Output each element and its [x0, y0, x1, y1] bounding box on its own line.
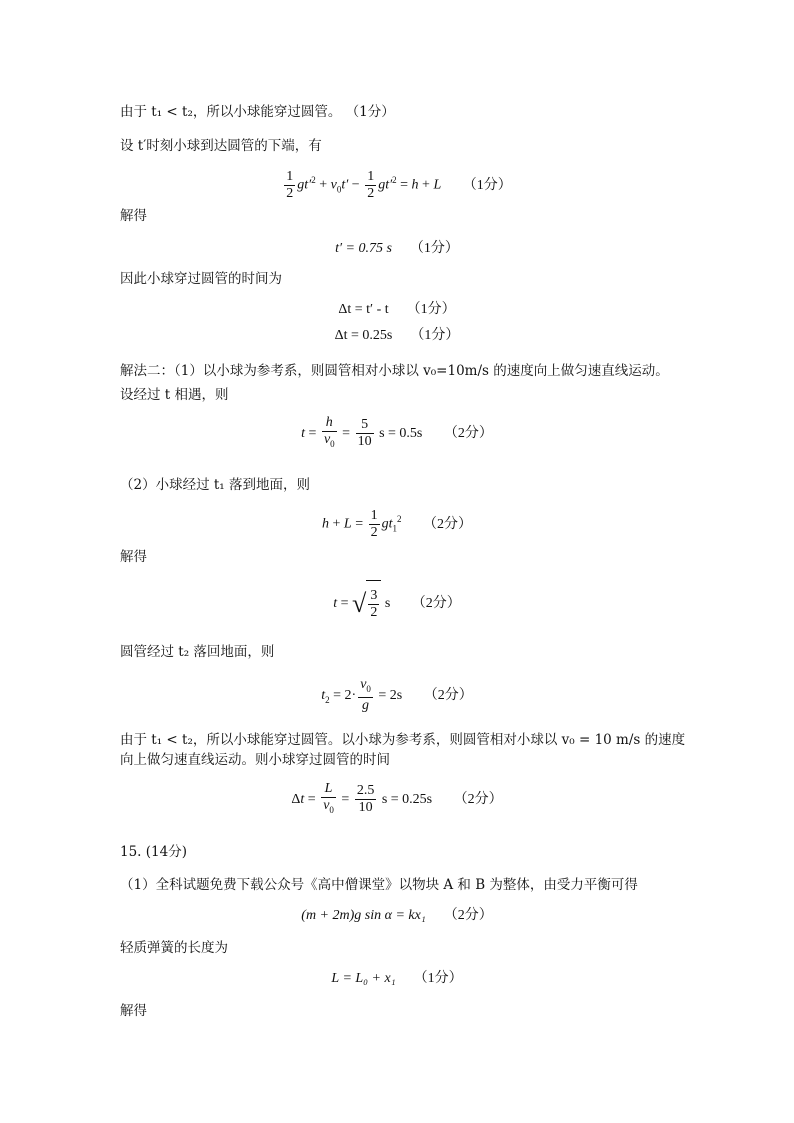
text-line: 向上做匀速直线运动。则小球穿过圆管的时间 — [120, 752, 390, 768]
text-line: 由于 t₁ < t₂，所以小球能穿过圆管。以小球为参考系，则圆管相对小球以 v₀ = 10 m/s 的速度 — [120, 732, 686, 748]
score-note: （1分） — [462, 177, 512, 193]
text-line: 设 t′时刻小球到达圆管的下端，有 — [120, 138, 322, 154]
text-line: 因此小球穿过圆管的时间为 — [120, 271, 282, 287]
text-line: 15. (14分) — [120, 844, 187, 860]
equation: $\frac{1}{2}$ $gt'^2 + v_0t'$ − $\frac{1}{2}$ $gt'^2 = h + L$ （1分） — [286, 168, 512, 201]
text-line: 圆管经过 t₂ 落回地面，则 — [120, 644, 275, 660]
text-line: （2）小球经过 t₁ 落到地面，则 — [120, 477, 311, 493]
equation: Δt = t′ - t （1分） — [338, 302, 456, 317]
equation: t′ = 0.75 s （1分） — [335, 241, 459, 256]
equation: t = √ $\frac{3}{2}$ s （2分） — [0, 580, 794, 628]
equation: $t_2 = 2\cdot$ $\frac{v_0}{g}$ = 2s （2分） — [321, 677, 473, 714]
text-line: 解法二：（1）以小球为参考系，则圆管相对小球以 v₀=10m/s 的速度向上做匀速直线运动。 — [120, 363, 669, 379]
equation: h + L = $\frac{1}{2}$ $gt_1^2$ （2分） — [322, 507, 472, 540]
text-line: 设经过 t 相遇，则 — [120, 387, 229, 403]
text-line: 解得 — [120, 208, 147, 224]
equation: Δt = $\frac{L}{v_0}$ = $\frac{2.5}{10}$ s = 0.25s （2分） — [291, 781, 503, 816]
text-line: （1）全科试题免费下载公众号《高中僧课堂》以物块 A 和 B 为整体，由受力平衡可得 — [120, 877, 638, 893]
text-line: 解得 — [120, 549, 147, 565]
text-line: 轻质弹簧的长度为 — [120, 940, 228, 956]
text-line: 由于 t₁ < t₂，所以小球能穿过圆管。 （1分） — [120, 104, 395, 120]
equation: L = L₀ + x₁ （1分） — [331, 971, 463, 986]
equation: (m + 2m)g sin α = kx₁ （2分） — [301, 908, 493, 923]
equation: Δt = 0.25s （1分） — [334, 328, 460, 343]
text-line: 解得 — [120, 1003, 147, 1019]
equation: t = $\frac{h}{v_0}$ = $\frac{5}{10}$ s = 0.5s （2分） — [301, 415, 493, 450]
